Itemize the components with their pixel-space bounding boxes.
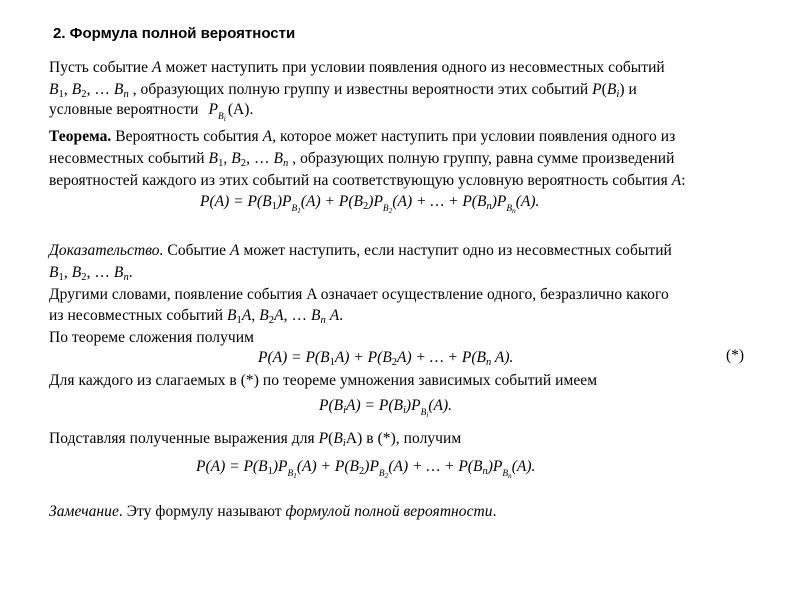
formula-label-star: (*) [726,347,745,364]
addition-theorem-line: По теореме сложения получим [49,329,254,346]
proof-line-4: из несовместных событий $B_1A$, $B_2A$, … $B_n$ A. [49,307,344,326]
intro-line-1: Пусть событие A может наступить при условии появления одного из несовместных событий [49,59,665,76]
multiplication-formula: $P(B_iA) = P(B_i)P_{Bi}(A)$. [319,397,452,420]
total-probability-formula: $P(A) = P(B_1)P_{B1}(A) + P(B_2)P_{B2}(A)$ + … + $P(B_n)P_{Bn}(A)$. [200,193,540,216]
theorem-line-1: Теорема. Вероятность события A, которое может наступить при условии появления одного из [49,128,676,145]
total-probability-formula-repeat: $P(A) = P(B_1)P_{B1}(A) + P(B_2)P_{B2}(A)$ + … + $P(B_n)P_{Bn}(A)$. [196,458,536,481]
proof-line-2: $B_1$, $B_2$, … $B_n$. [49,264,133,283]
theorem-line-3: вероятностей каждого из этих событий на соответствующую условную вероятность события A: [49,172,686,189]
intro-line-2: $B_1$, $B_2$, … $B_n$ , образующих полную группу и известны вероятности этих событий $P(B_i)$ и [49,81,637,100]
substitution-line: Подставляя полученные выражения для $P(B_iA)$ в (*), получим [49,430,462,449]
multiplication-line: Для каждого из слагаемых в (*) по теореме умножения зависимых событий имеем [49,372,598,389]
theorem-line-2: несовместных событий $B_1$, $B_2$, … $B_n$ , образующих полную группу, равна сумме произведений [49,150,675,169]
intro-line-3: условные вероятности $P_{Bi}(A)$. [49,101,254,124]
remark-line: Замечание. Эту формулу называют формулой полной вероятности. [49,503,497,520]
proof-line-3: Другими словами, появление события A означает осуществление одного, безразлично какого [49,286,669,303]
proof-line-1: Доказательство. Событие A может наступить, если наступит одно из несовместных событий [49,242,672,259]
section-title: 2. Формула полной вероятности [53,25,296,42]
addition-formula: $P(A) = P(B_1A) + P(B_2A)$ + … + $P(B_n$ A). [258,349,514,368]
